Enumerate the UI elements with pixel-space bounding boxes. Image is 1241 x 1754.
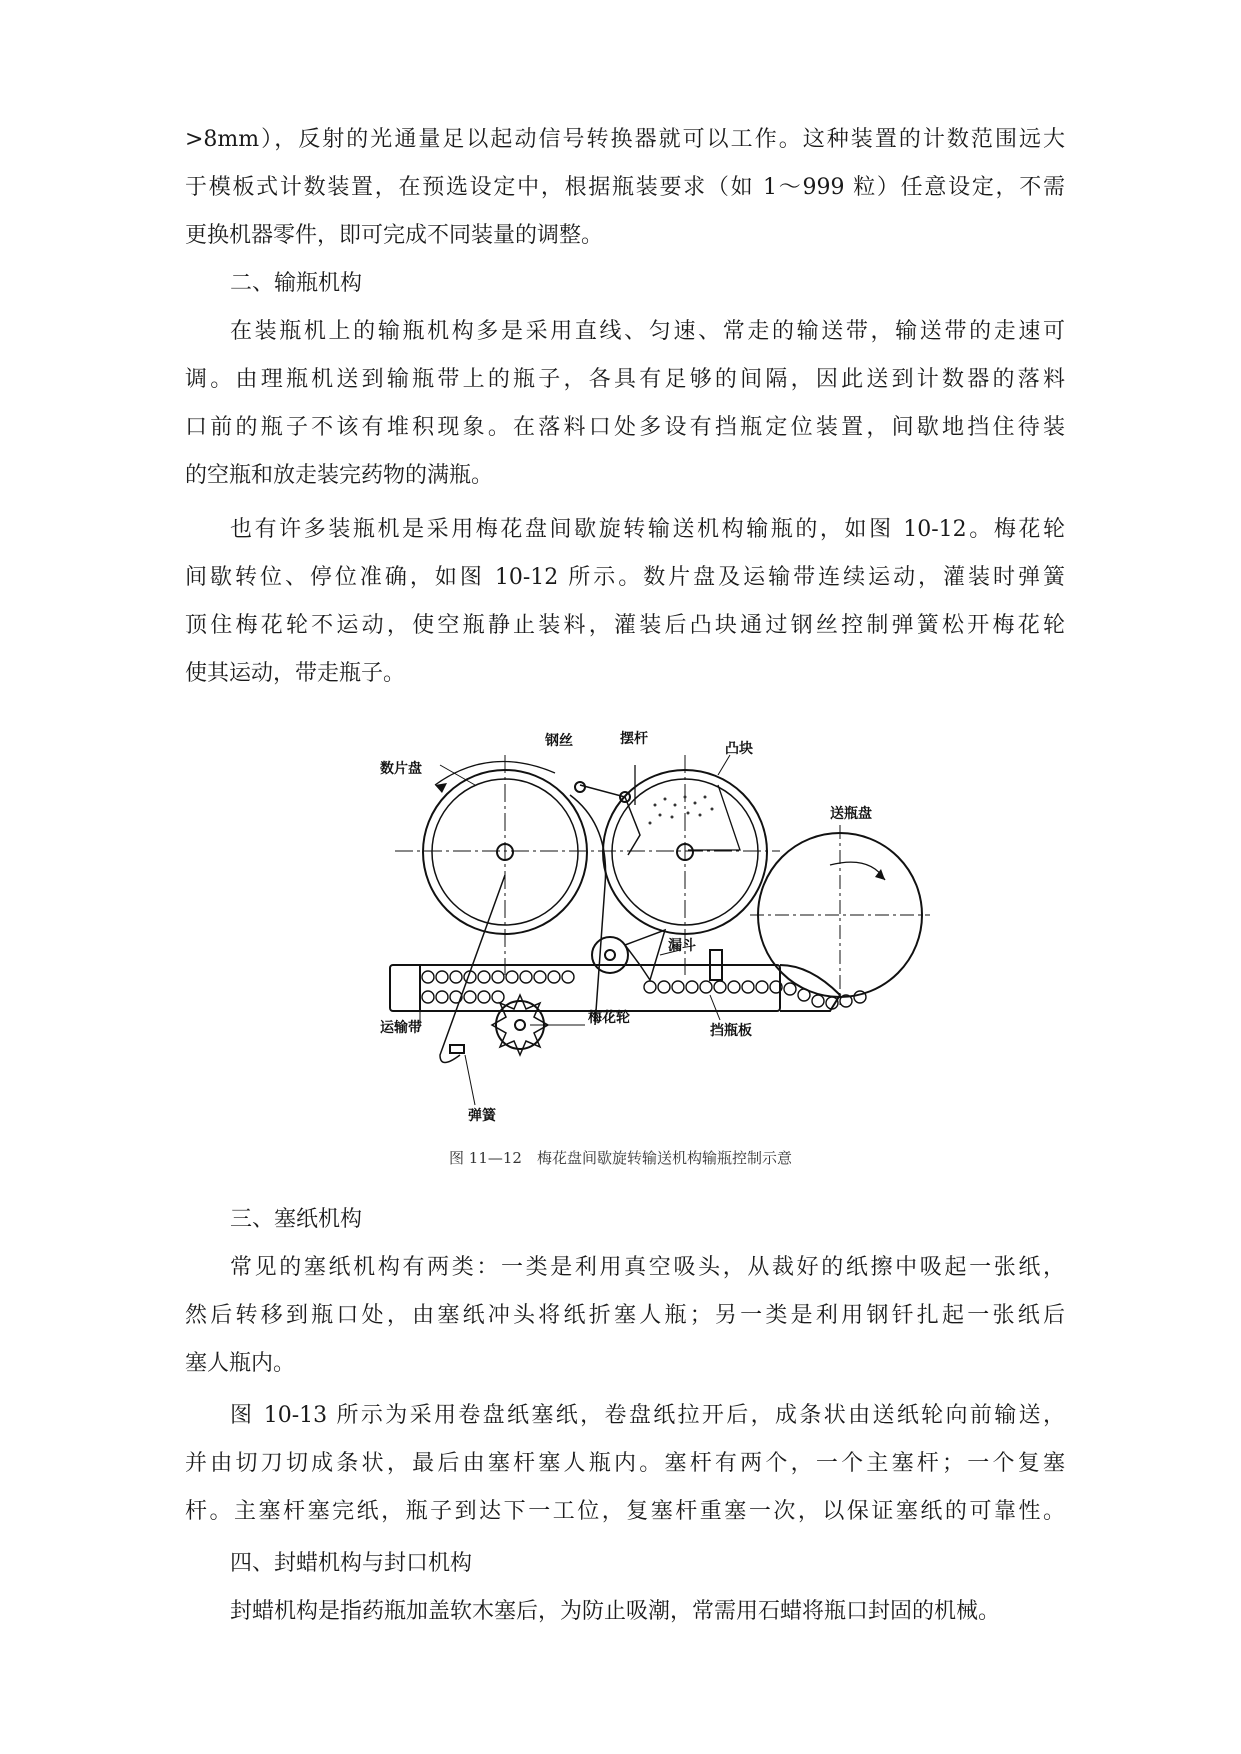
label-gangsi: 钢丝 [545,733,573,749]
spring-rod [440,875,505,1063]
tablet-dots [649,796,714,825]
label-loudou: 漏斗 [668,938,696,954]
text-line: 杆。主塞杆塞完纸，瓶子到达下一工位，复塞杆重塞一次，以保证塞纸的可靠性。 [185,1499,1065,1524]
paragraph-4 [185,1244,1065,1388]
text-line: 使其运动，带走瓶子。 [185,661,406,686]
rotation-arrow-left [435,761,555,785]
text-line: 间歇转位、停位准确，如图 10-12 所示。数片盘及运输带连续运动，灌装时弹簧 [185,565,1065,590]
spring [450,1045,464,1053]
paragraph-5 [185,1392,1065,1536]
text-line: 封蜡机构是指药瓶加盖软木塞后，为防止吸潮，常需用石蜡将瓶口封固的机械。 [230,1599,1001,1624]
text-line: 的空瓶和放走装完药物的满瓶。 [185,463,494,488]
bottles [422,971,866,1009]
text-line: 更换机器零件，即可完成不同装量的调整。 [185,223,604,248]
feed-disc [750,825,930,1005]
paragraph-6 [185,1588,1065,1636]
paragraph-3 [185,506,1065,698]
text-line: >8mm），反射的光通量足以起动信号转换器就可以工作。这种装置的计数范围远大 [185,127,1065,152]
text-line: 也有许多装瓶机是采用梅花盘间歇旋转输送机构输瓶的，如图 10-12。梅花轮 [230,517,1065,542]
funnel [625,930,665,980]
label-yunshudai: 运输带 [380,1020,422,1036]
text-line: 常见的塞纸机构有两类：一类是利用真空吸头，从裁好的纸擦中吸起一张纸， [230,1255,1065,1280]
rocker-arm [688,785,740,850]
text-line: 口前的瓶子不该有堆积现象。在落料口处多设有挡瓶定位装置，间歇地挡住待装 [185,415,1065,440]
figure-caption: 图 11—12 梅花盘间歇旋转输送机构输瓶控制示意 [449,1149,792,1167]
paragraph-2 [185,308,1065,500]
label-tanhuang: 弹簧 [468,1108,496,1124]
text-line: 图 10-13 所示为采用卷盘纸塞纸，卷盘纸拉开后，成条状由送纸轮向前输送， [230,1403,1065,1428]
label-shupianpan: 数片盘 [380,761,422,777]
text-line: 在装瓶机上的输瓶机构多是采用直线、匀速、常走的输送带，输送带的走速可 [230,319,1065,344]
text-line: 顶住梅花轮不运动，使空瓶静止装料，灌装后凸块通过钢丝控制弹簧松开梅花轮 [185,613,1065,638]
mechanism-figure [380,725,940,1125]
label-meihualun: 梅花轮 [588,1010,630,1026]
label-dangpingban: 挡瓶板 [710,1023,752,1039]
section-heading-2: 二、输瓶机构 [230,271,363,296]
steel-wire [570,795,606,1025]
label-songpingpan: 送瓶盘 [830,806,872,822]
label-baigan: 摆杆 [620,731,648,747]
text-line: 然后转移到瓶口处，由塞纸冲头将纸折塞人瓶；另一类是利用钢钎扎起一张纸后 [185,1303,1065,1328]
text-line: 于模板式计数装置，在预选设定中，根据瓶装要求（如 1～999 粒）任意设定，不需 [185,175,1065,200]
text-line: 塞人瓶内。 [185,1351,296,1376]
text-line: 并由切刀切成条状，最后由塞杆塞人瓶内。塞杆有两个，一个主塞杆；一个复塞 [185,1451,1065,1476]
text-line: 调。由理瓶机送到输瓶带上的瓶子，各具有足够的间隔，因此送到计数器的落料 [185,367,1065,392]
section-heading-3: 三、塞纸机构 [230,1207,363,1232]
label-tukuai: 凸块 [725,741,753,757]
small-star-wheel [592,937,628,973]
section-heading-4: 四、封蜡机构与封口机构 [230,1551,473,1576]
paragraph-1 [185,116,1065,260]
